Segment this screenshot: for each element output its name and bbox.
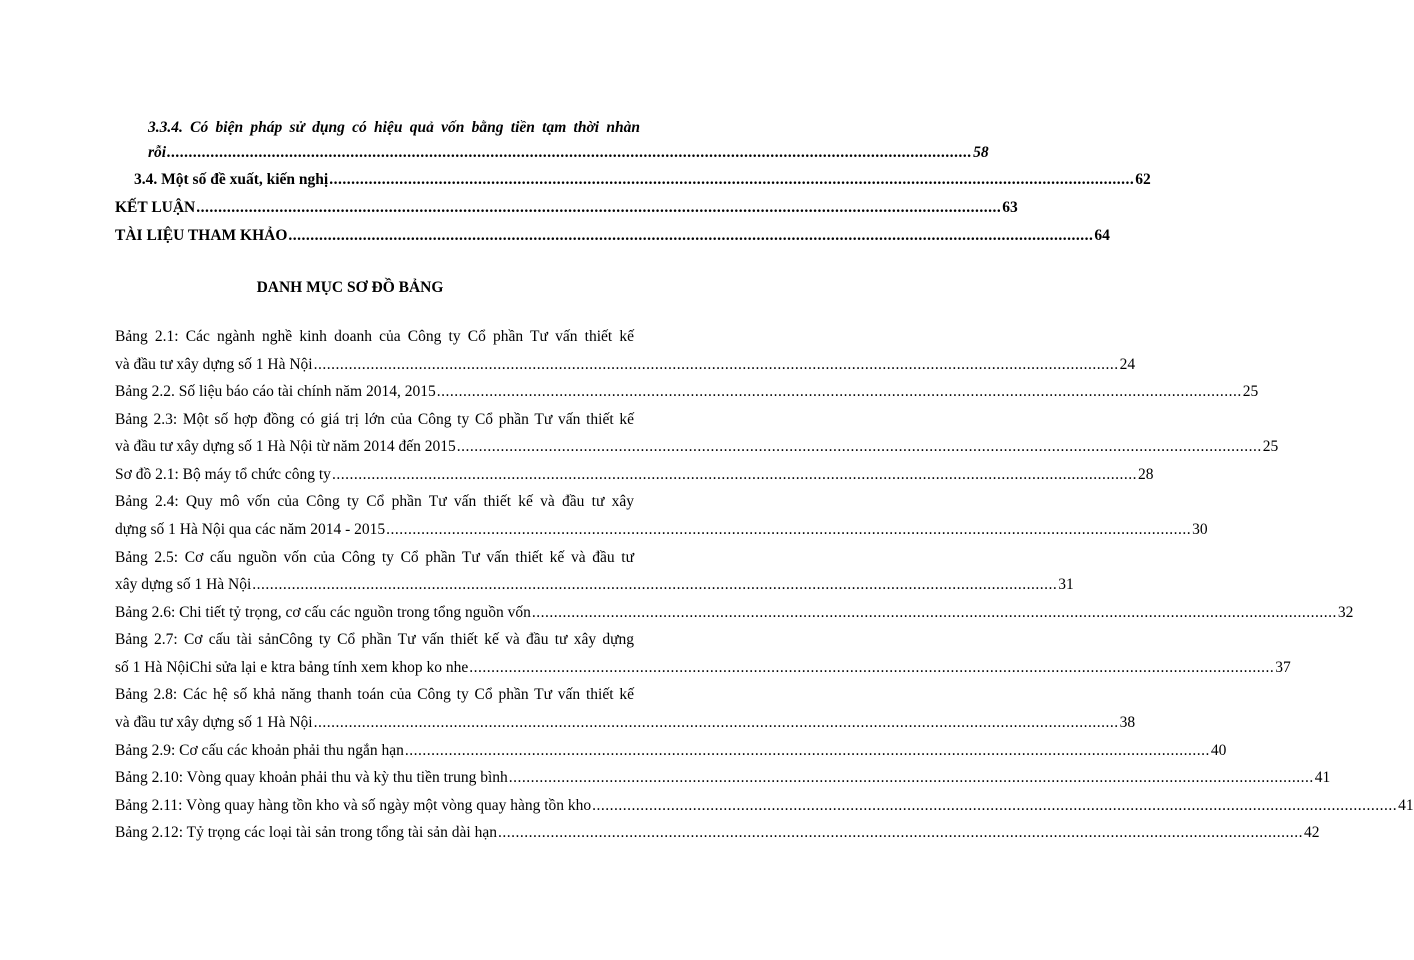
toc-page-number: 64 — [1094, 227, 1110, 244]
entry-text: và đầu tư xây dựng số 1 Hà Nội — [115, 356, 313, 373]
dot-leader: ........................................................................................................................................................................................ — [456, 438, 1262, 455]
toc-item-3-3-4-line2 — [148, 143, 989, 163]
toc-page-number: 62 — [1135, 171, 1151, 188]
entry-page-number: 31 — [1058, 576, 1074, 593]
entry-page-number: 42 — [1303, 824, 1320, 841]
dot-leader: ........................................................................................................................................................................................ — [288, 227, 1094, 244]
list-entry-line2 — [115, 575, 1074, 595]
list-entry-line2 — [115, 658, 1291, 678]
list-entry-line1: Bảng 2.1: Các ngành nghề kinh doanh của Công ty Cổ phần Tư vấn thiết kế — [115, 328, 634, 345]
list-entry-line1: Bảng 2.5: Cơ cấu nguồn vốn của Công ty Cổ phần Tư vấn thiết kế và đầu tư — [115, 549, 634, 566]
entry-text: Bảng 2.9: Cơ cấu các khoản phải thu ngắn hạn — [115, 742, 404, 759]
toc-item-text: TÀI LIỆU THAM KHẢO — [115, 227, 288, 244]
dot-leader: ........................................................................................................................................................................................ — [497, 824, 1303, 841]
entry-text: Bảng 2.10: Vòng quay khoản phải thu và kỳ thu tiền trung bình — [115, 769, 508, 786]
list-entry-line1: Bảng 2.3: Một số hợp đồng có giá trị lớn của Công ty Cổ phần Tư vấn thiết kế — [115, 411, 634, 428]
dot-leader: ........................................................................................................................................................................................ — [313, 714, 1119, 731]
entry-page-number: 40 — [1210, 742, 1227, 759]
dot-leader: ........................................................................................................................................................................................ — [386, 521, 1192, 538]
entry-text: số 1 Hà NộiChi sửa lại e ktra bảng tính xem khop ko nhe — [115, 659, 469, 676]
entry-text: Bảng 2.11: Vòng quay hàng tồn kho và số ngày một vòng quay hàng tồn kho — [115, 797, 592, 814]
dot-leader: ........................................................................................................................................................................................ — [252, 576, 1058, 593]
entry-text: xây dựng số 1 Hà Nội — [115, 576, 252, 593]
entry-page-number: 28 — [1137, 466, 1154, 483]
list-entry-line2 — [115, 355, 1136, 375]
entry-text: Bảng 2.12: Tỷ trọng các loại tài sản trong tổng tài sản dài hạn — [115, 824, 497, 841]
dot-leader: ........................................................................................................................................................................................ — [196, 199, 1002, 216]
toc-item-text: KẾT LUẬN — [115, 199, 196, 216]
toc-item-text: 3.4. Một số đề xuất, kiến nghị — [134, 171, 329, 188]
list-entry — [115, 603, 1354, 623]
dot-leader: ........................................................................................................................................................................................ — [592, 797, 1398, 814]
toc-item-3-3-4-line1: 3.3.4. Có biện pháp sử dụng có hiệu quả vốn bằng tiền tạm thời nhàn — [148, 119, 640, 136]
toc-page-number: 58 — [973, 144, 989, 161]
dot-leader: ........................................................................................................................................................................................ — [531, 604, 1337, 621]
list-entry — [115, 382, 1259, 402]
entry-page-number: 30 — [1192, 521, 1208, 538]
entry-page-number: 38 — [1119, 714, 1136, 731]
entry-page-number: 32 — [1337, 604, 1354, 621]
list-entry-line2 — [115, 520, 1208, 540]
list-entry — [115, 823, 1320, 843]
entry-text: và đầu tư xây dựng số 1 Hà Nội — [115, 714, 313, 731]
toc-item-text: rỗi — [148, 144, 167, 161]
dot-leader: ........................................................................................................................................................................................ — [436, 383, 1242, 400]
dot-leader: ........................................................................................................................................................................................ — [167, 144, 973, 161]
entry-page-number: 25 — [1262, 438, 1279, 455]
entry-text: dựng số 1 Hà Nội qua các năm 2014 - 2015 — [115, 521, 386, 538]
entry-text: Bảng 2.2. Số liệu báo cáo tài chính năm 2014, 2015 — [115, 383, 436, 400]
list-entry — [115, 768, 1331, 788]
dot-leader: ........................................................................................................................................................................................ — [404, 742, 1210, 759]
list-entry — [115, 465, 1154, 485]
entry-page-number: 37 — [1275, 659, 1291, 676]
toc-item-tai-lieu — [115, 226, 1110, 246]
entry-page-number: 41 — [1314, 769, 1331, 786]
entry-page-number: 24 — [1119, 356, 1136, 373]
list-entry — [115, 796, 1414, 816]
dot-leader: ........................................................................................................................................................................................ — [331, 466, 1137, 483]
dot-leader: ........................................................................................................................................................................................ — [329, 171, 1135, 188]
list-heading: DANH MỤC SƠ ĐỒ BẢNG — [256, 279, 444, 296]
toc-item-3-4 — [134, 170, 1151, 190]
entry-text: Sơ đồ 2.1: Bộ máy tổ chức công ty — [115, 466, 331, 483]
dot-leader: ........................................................................................................................................................................................ — [313, 356, 1119, 373]
toc-page-number: 63 — [1002, 199, 1018, 216]
entry-page-number: 25 — [1242, 383, 1259, 400]
dot-leader: ........................................................................................................................................................................................ — [469, 659, 1275, 676]
list-entry-line1: Bảng 2.4: Quy mô vốn của Công ty Cổ phần Tư vấn thiết kế và đầu tư xây — [115, 493, 634, 510]
list-entry-line2 — [115, 713, 1136, 733]
dot-leader: ........................................................................................................................................................................................ — [508, 769, 1314, 786]
entry-text: và đầu tư xây dựng số 1 Hà Nội từ năm 2014 đến 2015 — [115, 438, 456, 455]
entry-page-number: 41 — [1398, 797, 1414, 814]
list-entry-line1: Bảng 2.8: Các hệ số khả năng thanh toán của Công ty Cổ phần Tư vấn thiết kế — [115, 686, 634, 703]
list-entry-line1: Bảng 2.7: Cơ cấu tài sảnCông ty Cổ phần Tư vấn thiết kế và đầu tư xây dựng — [115, 631, 634, 648]
list-entry-line2 — [115, 437, 1279, 457]
list-entry — [115, 741, 1227, 761]
entry-text: Bảng 2.6: Chi tiết tỷ trọng, cơ cấu các nguồn trong tổng nguồn vốn — [115, 604, 531, 621]
toc-item-ket-luan — [115, 198, 1018, 218]
